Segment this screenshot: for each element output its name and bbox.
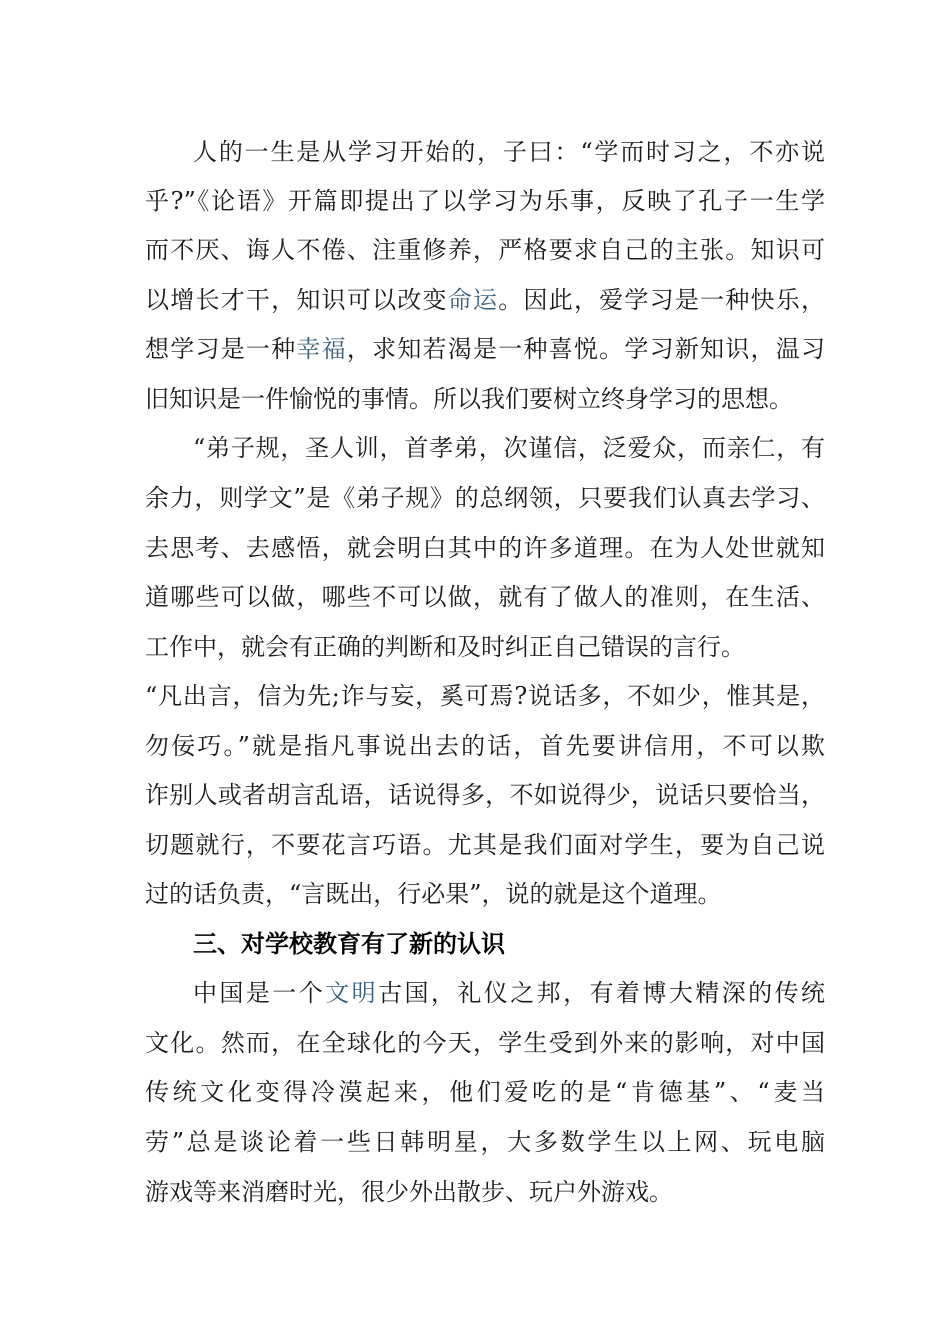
keyword-civilization: 文明: [325, 979, 379, 1007]
keyword-fate: 命运: [447, 286, 499, 314]
paragraph-2-line-9: 切题就行，不要花言巧语。尤其是我们面对学生，要为自己说: [145, 831, 825, 859]
paragraph-2-line-10: 过的话负责，“言既出，行必果”，说的就是这个道理。: [145, 880, 722, 908]
paragraph-3-line-1-text-a: 中国是一个: [193, 979, 326, 1007]
paragraph-3-line-1-text-b: 古国，礼仪之邦，有着博大精深的传统: [378, 979, 826, 1007]
paragraph-1-line-4-text-a: 以增长才干，知识可以改变: [145, 286, 448, 314]
paragraph-3-line-5: 游戏等来消磨时光，很少外出散步、玩户外游戏。: [145, 1178, 673, 1206]
paragraph-3-line-2: 文化。然而，在全球化的今天，学生受到外来的影响，对中国: [145, 1029, 825, 1057]
paragraph-3-line-3: 传统文化变得冷漠起来，他们爱吃的是“肯德基”、“麦当: [145, 1078, 825, 1106]
paragraph-1-line-3: 而不厌、诲人不倦、注重修养，严格要求自己的主张。知识可: [145, 236, 825, 264]
keyword-happiness: 幸福: [296, 335, 347, 363]
paragraph-1-line-4-text-b: 。因此，爱学习是一种快乐，: [498, 286, 826, 314]
paragraph-1-line-6: 旧知识是一件愉悦的事情。所以我们要树立终身学习的思想。: [145, 385, 793, 413]
paragraph-3-line-1: [193, 972, 825, 1014]
paragraph-1-line-5-text-a: 想学习是一种: [145, 335, 297, 363]
paragraph-1-line-5-text-b: ，求知若渴是一种喜悦。学习新知识，温习: [346, 335, 826, 363]
paragraph-2-line-2: 余力，则学文”是《弟子规》的总纲领，只要我们认真去学习、: [145, 484, 825, 512]
paragraph-2-line-6: “凡出言，信为先;诈与妄，奚可焉?说话多，不如少，惟其是，: [145, 682, 825, 710]
paragraph-2-line-7: 勿佞巧。”就是指凡事说出去的话，首先要讲信用，不可以欺: [145, 732, 825, 760]
paragraph-2-line-1: “弟子规，圣人训，首孝弟，次谨信，泛爱众，而亲仁，有: [193, 434, 825, 462]
paragraph-2-line-4: 道哪些可以做，哪些不可以做，就有了做人的准则，在生活、: [145, 583, 825, 611]
paragraph-1-line-5: [145, 328, 825, 370]
paragraph-1-line-4: [145, 279, 825, 321]
paragraph-2-line-8: 诈别人或者胡言乱语，话说得多，不如说得少，说话只要恰当，: [145, 781, 825, 809]
paragraph-1-line-1: 人的一生是从学习开始的，子曰：“学而时习之，不亦说: [193, 138, 825, 166]
paragraph-2-line-3: 去思考、去感悟，就会明白其中的许多道理。在为人处世就知: [145, 534, 825, 562]
paragraph-1-line-2: 乎?”《论语》开篇即提出了以学习为乐事，反映了孔子一生学: [145, 187, 825, 215]
paragraph-2-line-5: 工作中，就会有正确的判断和及时纠正自己错误的言行。: [145, 633, 745, 661]
paragraph-3-line-4: 劳”总是谈论着一些日韩明星，大多数学生以上网、玩电脑: [145, 1128, 825, 1156]
section-heading: 三、对学校教育有了新的认识: [193, 929, 505, 958]
